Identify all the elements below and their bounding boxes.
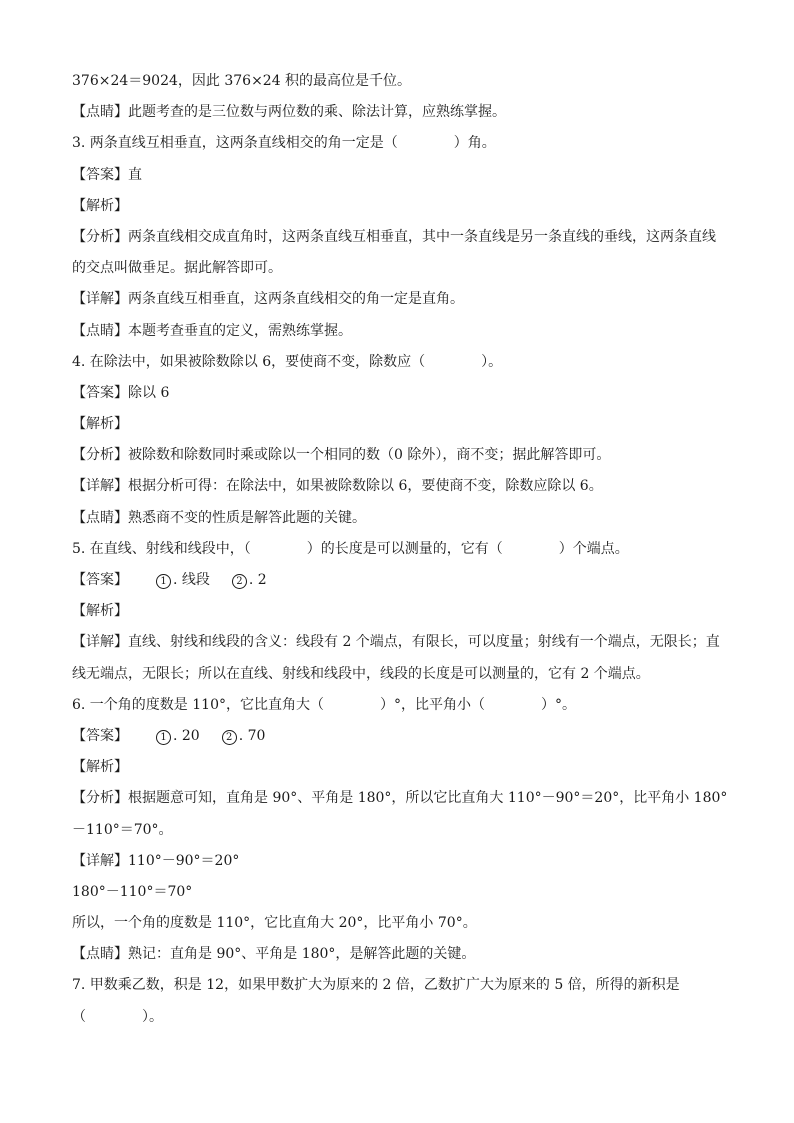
text-line: 所以，一个角的度数是 110°，它比直角大 20°，比平角小 70°。 bbox=[72, 915, 477, 932]
text-line: 【点睛】本题考查垂直的定义，需熟练掌握。 bbox=[72, 322, 352, 339]
answer-item bbox=[156, 565, 210, 596]
answer-item bbox=[156, 721, 200, 752]
answer-line: 【答案】直 bbox=[72, 166, 142, 183]
circled-number: 2 bbox=[222, 730, 237, 745]
analysis-heading: 【解析】 bbox=[72, 759, 128, 776]
analysis-heading: 【解析】 bbox=[72, 416, 128, 433]
text-line: （ ）。 bbox=[72, 1008, 163, 1025]
document-page bbox=[72, 66, 728, 1033]
text-line: 376×24＝9024，因此 376×24 积的最高位是千位。 bbox=[72, 73, 412, 89]
answer-item bbox=[232, 565, 267, 596]
text-line: 【详解】两条直线互相垂直，这两条直线相交的角一定是直角。 bbox=[72, 291, 464, 308]
question-4: 4. 在除法中，如果被除数除以 6，要使商不变，除数应（ ）。 bbox=[72, 353, 503, 370]
text-line: 的交点叫做垂足。据此解答即可。 bbox=[72, 260, 282, 277]
text-line: 【点睛】此题考查的是三位数与两位数的乘、除法计算，应熟练掌握。 bbox=[72, 104, 506, 121]
question-5: 5. 在直线、射线和线段中，（ ）的长度是可以测量的，它有（ ）个端点。 bbox=[72, 540, 629, 557]
text-line: 线无端点，无限长；所以在直线、射线和线段中，线段的长度是可以测量的，它有 2 个端点。 bbox=[72, 665, 650, 682]
text-line: 180°－110°＝70° bbox=[72, 883, 193, 900]
text-line: －110°＝70°。 bbox=[72, 821, 173, 838]
answer-line-q6 bbox=[72, 721, 722, 752]
analysis-heading: 【解析】 bbox=[72, 603, 128, 620]
question-7: 7. 甲数乘乙数，积是 12，如果甲数扩大为原来的 2 倍，乙数扩广大为原来的 5 倍，所得的新积是 bbox=[72, 977, 680, 994]
answer-text: . 2 bbox=[248, 572, 267, 588]
answer-line-q5 bbox=[72, 565, 722, 596]
answer-text: . 线段 bbox=[173, 572, 210, 588]
answer-tag: 【答案】 bbox=[72, 572, 128, 588]
answer-item bbox=[222, 721, 266, 752]
text-line: 【详解】根据分析可得：在除法中，如果被除数除以 6，要使商不变，除数应除以 6。 bbox=[72, 478, 603, 495]
text-line: 【详解】直线、射线和线段的含义：线段有 2 个端点，有限长，可以度量；射线有一个端点，无限长；直 bbox=[72, 634, 720, 651]
circled-number: 1 bbox=[156, 574, 171, 589]
text-line: 【分析】被除数和除数同时乘或除以一个相同的数（0 除外），商不变；据此解答即可。 bbox=[72, 447, 611, 464]
text-line: 【点睛】熟悉商不变的性质是解答此题的关键。 bbox=[72, 509, 366, 526]
text-line: 【分析】两条直线相交成直角时，这两条直线互相垂直，其中一条直线是另一条直线的垂线，这两条直线 bbox=[72, 228, 716, 245]
text-line: 【分析】根据题意可知，直角是 90°、平角是 180°，所以它比直角大 110°－90°＝20°，比平角小 180° bbox=[72, 790, 728, 807]
question-6: 6. 一个角的度数是 110°，它比直角大（ ）°，比平角小（ ）°。 bbox=[72, 696, 576, 713]
circled-number: 1 bbox=[156, 730, 171, 745]
text-line: 【详解】110°－90°＝20° bbox=[72, 852, 240, 869]
answer-line: 【答案】除以 6 bbox=[72, 384, 170, 401]
circled-number: 2 bbox=[232, 574, 247, 589]
answer-tag: 【答案】 bbox=[72, 727, 128, 744]
analysis-heading: 【解析】 bbox=[72, 197, 128, 214]
text-line: 【点睛】熟记：直角是 90°、平角是 180°，是解答此题的关键。 bbox=[72, 946, 476, 963]
answer-text: . 20 bbox=[173, 727, 200, 744]
answer-text: . 70 bbox=[238, 727, 266, 744]
question-3: 3. 两条直线互相垂直，这两条直线相交的角一定是（ ）角。 bbox=[72, 135, 496, 152]
